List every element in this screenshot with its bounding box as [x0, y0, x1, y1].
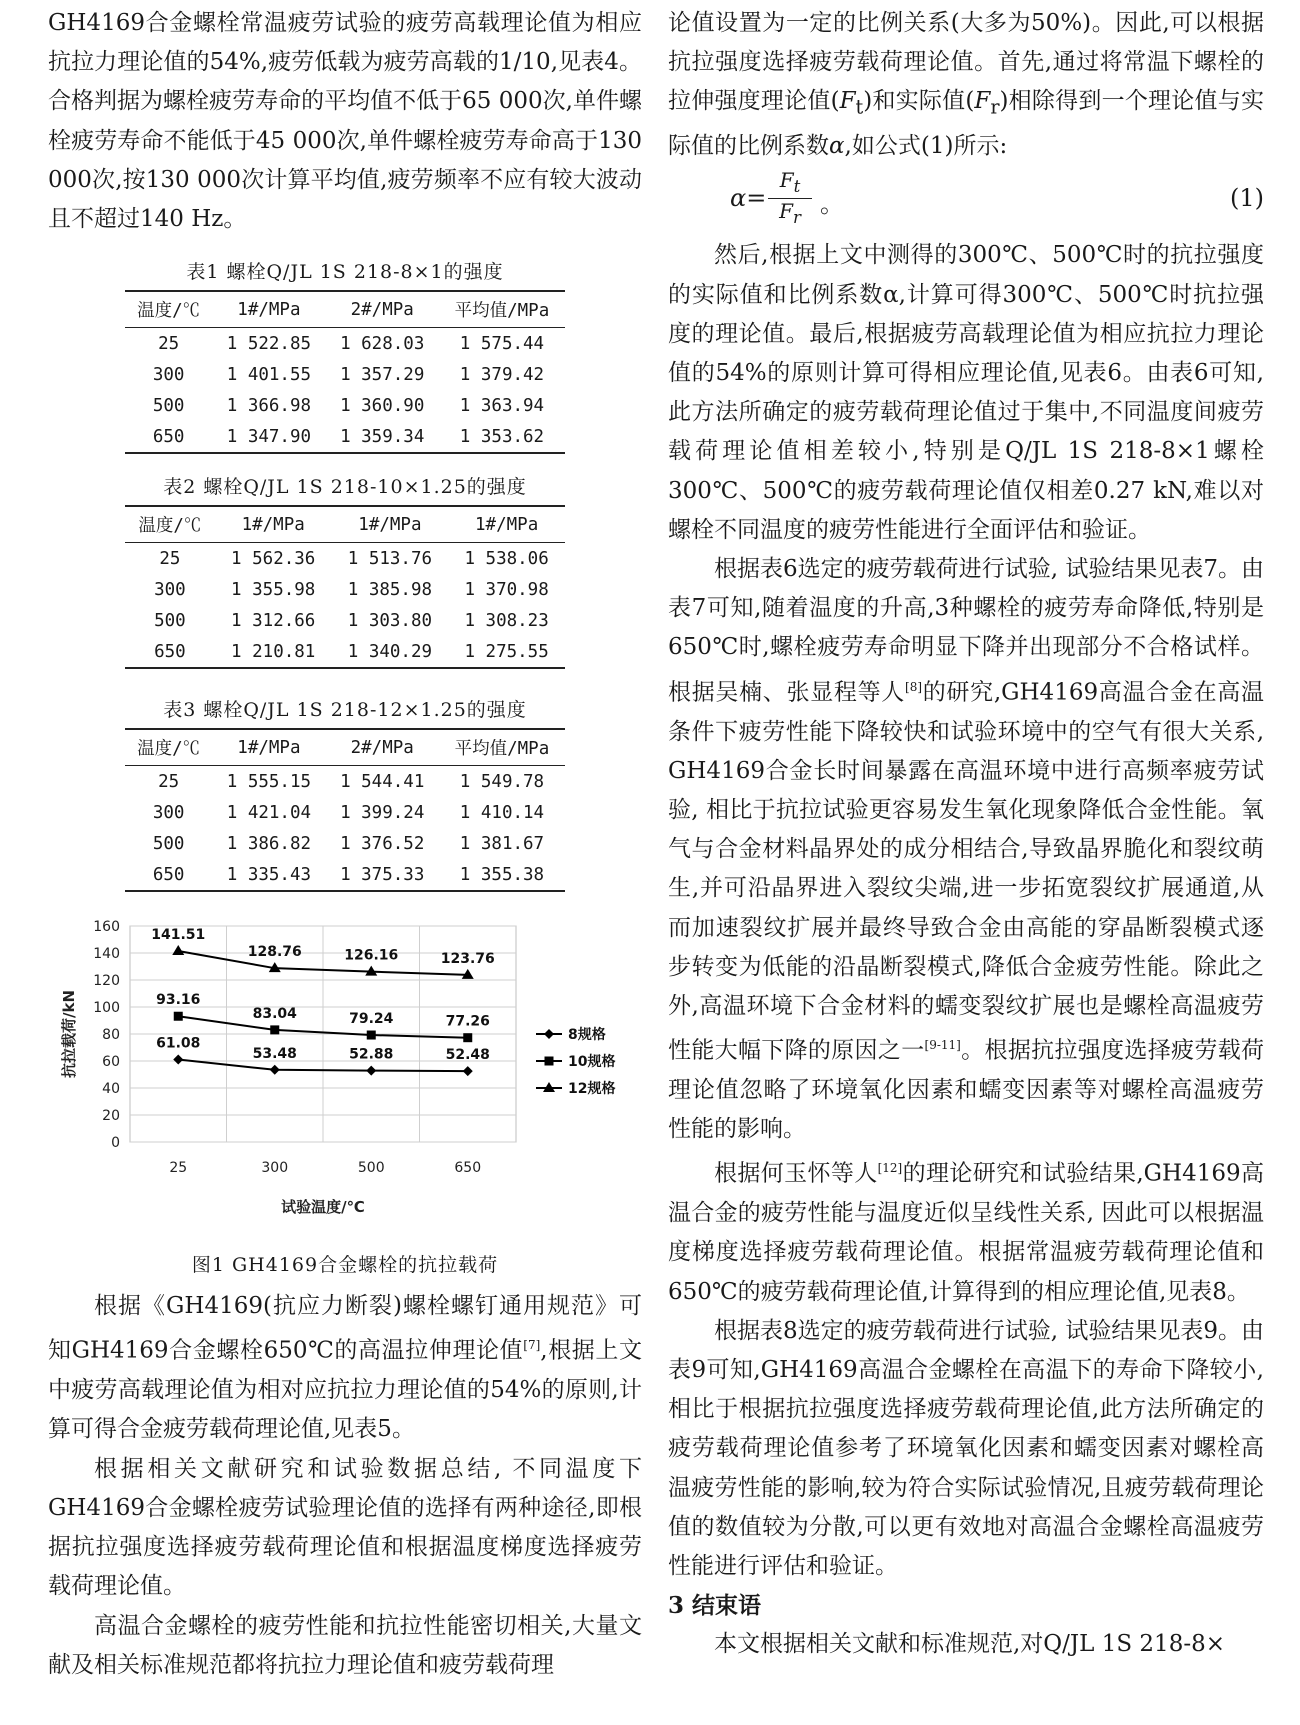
- table-cell: 1 549.78: [459, 771, 545, 792]
- table-cell: 1 357.29: [340, 364, 425, 385]
- table-1-grid: [125, 290, 565, 454]
- table-header: 温度/℃: [125, 291, 212, 328]
- table-cell: 1 385.98: [347, 579, 433, 600]
- data-point: [463, 1033, 472, 1042]
- table-cell: 1 355.98: [231, 579, 316, 600]
- table-2: [48, 472, 642, 669]
- x-tick-label: 25: [169, 1160, 188, 1177]
- data-label: 141.51: [151, 927, 206, 944]
- x-tick-label: 300: [261, 1160, 289, 1177]
- table-cell: 1 538.06: [464, 548, 549, 569]
- x-tick-label: 500: [357, 1160, 385, 1177]
- table-cell: 1 275.55: [448, 636, 565, 668]
- data-label: 53.48: [252, 1046, 297, 1063]
- formula-lhs: α=: [730, 184, 767, 213]
- legend-label: 12规格: [568, 1081, 616, 1098]
- table-1: [48, 257, 642, 454]
- table-cell: 650: [125, 421, 212, 453]
- table-cell: 650: [125, 859, 212, 891]
- paragraph-spec: [48, 1287, 642, 1449]
- paragraph-text: 根据何玉怀等人: [714, 1161, 878, 1188]
- table-cell: 1 562.36: [231, 548, 316, 569]
- y-axis-label: 抗拉载荷/kN: [60, 990, 78, 1079]
- table-cell: 500: [154, 610, 186, 631]
- data-point: [172, 945, 184, 955]
- data-point: [174, 1012, 183, 1021]
- table-cell: 1 386.82: [226, 833, 312, 854]
- symbol-fr: F: [974, 88, 991, 115]
- line-chart: [48, 914, 642, 1244]
- table-3-caption: 表3 螺栓Q/JL 1S 218-12×1.25的强度: [163, 699, 527, 722]
- symbol-sub: r: [990, 96, 1000, 119]
- table-cell: 500: [152, 395, 185, 416]
- table-cell: 650: [125, 636, 215, 668]
- table-cell: 300: [154, 579, 186, 600]
- table-cell: 1 555.15: [226, 771, 312, 792]
- table-cell: 1 522.85: [226, 333, 312, 354]
- data-label: 52.88: [349, 1046, 394, 1063]
- table-header: 1#/MPa: [332, 506, 449, 543]
- paragraph-conclusion-test: 根据表8选定的疲劳载荷进行试验, 试验结果见表9。由表9可知,GH4169高温合金螺栓在高温下的寿命下降较小,相比于根据抗拉强度选择疲劳载荷理论值,此方法所确定的疲劳载荷理论值参考了环境氧化因素和蠕变因素对螺栓高温疲劳性能的影响,较为符合实际试验情况,且疲劳载荷理论值的数值较为分散,可以更有效地对高温合金螺栓高温疲劳性能进行评估和验证。: [668, 1317, 1264, 1580]
- equation-number: (1): [1230, 184, 1264, 213]
- y-tick-label: 160: [93, 919, 120, 936]
- table-cell: 1 355.38: [439, 859, 565, 891]
- table-header: 1#/MPa: [212, 729, 325, 766]
- formula-fraction: [768, 168, 812, 227]
- table-cell: 25: [158, 333, 180, 354]
- table-cell: 1 401.55: [226, 364, 312, 385]
- table-header: 1#/MPa: [215, 506, 332, 543]
- data-label: 61.08: [156, 1035, 201, 1052]
- x-axis-label: 试验温度/℃: [281, 1198, 365, 1217]
- table-row: [125, 328, 565, 360]
- paragraph-calc: 然后,根据上文中测得的300℃、500℃时的抗拉强度的实际值和比例系数α,计算可得300℃、500℃时抗拉强度的理论值。最后,根据疲劳高载理论值为相应抗拉力理论值的54%的原则计算可得相应理论值,见表6。由表6可知,此方法所确定的疲劳载荷理论值过于集中,不同温度间疲劳载荷理论值相差较小,特别是Q/JL 1S 218-8×1螺栓300℃、500℃的疲劳载荷理论值仅相差0.27 kN,难以对螺栓不同温度的疲劳性能进行全面评估和验证。: [668, 242, 1264, 543]
- table-cell: 1 399.24: [340, 802, 425, 823]
- data-point: [463, 1066, 473, 1076]
- citation: [8]: [905, 679, 923, 694]
- y-tick-label: 120: [93, 973, 120, 990]
- symbol-alpha: α: [829, 133, 845, 160]
- paragraph-relation: 高温合金螺栓的疲劳性能和抗拉性能密切相关,大量文献及相关标准规范都将抗拉力理论值和疲劳载荷理: [48, 1612, 642, 1678]
- paragraph-text: 的研究,GH4169高温合金在高温条件下疲劳性能下降较快和试验环境中的空气有很大关系, GH4169合金长时间暴露在高温环境中进行高频率疲劳试验, 相比于抗拉试验更容易发生氧化现象降低合金性能。氧气与合金材料晶界处的成分相结合,导致晶界脆化和裂纹萌生,并可沿晶界进入裂纹尖端,进一步拓宽裂纹扩展通道,从而加速裂纹扩展并最终导致合金由高能的穿晶断裂模式逐步转变为低能的沿晶断裂模式,降低合金疲劳性能。除此之外,高温环境下合金材料的蠕变裂纹扩展也是螺栓高温疲劳性能大幅下降的原因之一: [668, 679, 1265, 1064]
- data-label: 128.76: [247, 944, 302, 961]
- table-cell: 1 312.66: [231, 610, 316, 631]
- table-cell: 25: [159, 548, 181, 569]
- section-heading: 3 结束语: [668, 1592, 762, 1620]
- table-2-caption: 表2 螺栓Q/JL 1S 218-10×1.25的强度: [163, 476, 527, 499]
- data-point: [270, 1026, 279, 1035]
- table-row: [125, 605, 565, 636]
- paragraph-text: ,如公式(1)所示:: [844, 133, 1008, 160]
- data-label: 83.04: [252, 1006, 297, 1023]
- table-cell: 1 363.94: [459, 395, 545, 416]
- paragraph-gradient: [668, 1149, 1264, 1311]
- table-row: [125, 421, 565, 453]
- paragraph-text: 论值设置为一定的比例关系(大多为50%)。因此,可以根据抗拉强度选择疲劳载荷理论值。首先,通过将常温下螺栓的拉伸强度理论值(: [668, 10, 1264, 115]
- table-cell: 1 353.62: [439, 421, 565, 453]
- formula-den-sub: r: [792, 208, 801, 228]
- data-point: [270, 1065, 280, 1075]
- table-header: 温度/℃: [125, 729, 212, 766]
- table-row: [125, 636, 565, 668]
- table-header: 2#/MPa: [326, 729, 439, 766]
- data-point: [366, 1066, 376, 1076]
- table-cell: 1 347.90: [212, 421, 325, 453]
- table-cell: 25: [158, 771, 180, 792]
- paragraph-summary: 本文根据相关文献和标准规范,对Q/JL 1S 218-8×: [714, 1631, 1225, 1658]
- table-cell: 1 303.80: [347, 610, 433, 631]
- formula-num-sub: t: [793, 177, 801, 197]
- legend-marker: [544, 1029, 554, 1039]
- table-row: [125, 859, 565, 891]
- table-3-grid: [125, 728, 565, 892]
- table-row: [125, 543, 565, 575]
- table-cell: 1 628.03: [340, 333, 425, 354]
- table-row: [125, 390, 565, 421]
- table-row: [125, 766, 565, 798]
- paragraph-text: 。根据抗拉强度选择疲劳载荷理论值忽略了环境氧化因素和蠕变因素等对螺栓高温疲劳性能的影响。: [668, 1037, 1265, 1143]
- formula-num-symbol: F: [779, 168, 794, 193]
- paragraph-results: [668, 550, 1264, 1149]
- table-cell: 1 359.34: [326, 421, 439, 453]
- paragraph-ratio: [668, 4, 1264, 166]
- legend-label: 8规格: [568, 1027, 606, 1044]
- table-header: 温度/℃: [125, 506, 215, 543]
- table-cell: 1 375.33: [326, 859, 439, 891]
- symbol-sub: t: [855, 96, 864, 119]
- table-cell: 1 210.81: [215, 636, 332, 668]
- citation: [9-11]: [924, 1038, 961, 1053]
- table-cell: 1 544.41: [340, 771, 425, 792]
- paragraph-methods: 根据相关文献研究和试验数据总结, 不同温度下GH4169合金螺栓疲劳试验理论值的选择有两种途径,即根据抗拉强度选择疲劳载荷理论值和根据温度梯度选择疲劳载荷理论值。: [48, 1455, 642, 1600]
- y-tick-label: 140: [93, 946, 120, 963]
- paragraph-text: )和实际值(: [863, 88, 975, 115]
- data-label: 126.16: [344, 947, 399, 964]
- paragraph-text: ,根据上文中疲劳高载理论值为相对应抗拉力理论值的54%的原则,计算可得合金疲劳载荷理论值,见表5。: [48, 1338, 643, 1443]
- table-cell: 1 340.29: [332, 636, 449, 668]
- table-cell: 1 308.23: [464, 610, 549, 631]
- table-header: 1#/MPa: [448, 506, 565, 543]
- table-cell: 1 513.76: [347, 548, 433, 569]
- table-cell: 1 360.90: [340, 395, 425, 416]
- figure-1-caption: 图1 GH4169合金螺栓的抗拉载荷: [191, 1254, 499, 1277]
- table-cell: 1 575.44: [459, 333, 545, 354]
- table-2-grid: [125, 505, 565, 669]
- table-header: 1#/MPa: [212, 291, 325, 328]
- table-cell: 1 421.04: [226, 802, 312, 823]
- table-row: [125, 574, 565, 605]
- data-point: [173, 1055, 183, 1065]
- table-cell: 1 410.14: [459, 802, 545, 823]
- formula-den-symbol: F: [779, 199, 793, 224]
- data-label: 123.76: [440, 951, 495, 968]
- data-label: 93.16: [156, 992, 201, 1009]
- left-column: [48, 4, 642, 1685]
- table-row: [125, 797, 565, 828]
- table-cell: 300: [152, 364, 185, 385]
- y-tick-label: 100: [93, 1000, 120, 1017]
- data-label: 77.26: [445, 1013, 490, 1030]
- table-cell: 500: [152, 833, 185, 854]
- x-tick-label: 650: [454, 1160, 482, 1177]
- paragraph-text: 根据表6选定的疲劳载荷进行试验, 试验结果见表7。由表7可知,随着温度的升高,3种螺栓的疲劳寿命降低,特别是650℃时,螺栓疲劳寿命明显下降并出现部分不合格试样。根据吴楠、张显程等人: [668, 556, 1264, 706]
- formula-tail: 。: [820, 190, 844, 219]
- formula-1: [668, 166, 1264, 236]
- figure-1-chart: [48, 914, 642, 1244]
- table-1-caption: 表1 螺栓Q/JL 1S 218-8×1的强度: [186, 261, 504, 284]
- table-cell: 1 376.52: [340, 833, 425, 854]
- formula-numerator: [768, 168, 812, 199]
- y-tick-label: 80: [102, 1027, 120, 1044]
- table-header: 2#/MPa: [326, 291, 439, 328]
- table-cell: 1 370.98: [464, 579, 549, 600]
- legend-label: 10规格: [568, 1054, 616, 1071]
- table-row: [125, 828, 565, 859]
- table-header: 平均值/MPa: [439, 291, 565, 328]
- data-label: 79.24: [349, 1011, 394, 1028]
- y-tick-label: 40: [102, 1081, 120, 1098]
- paragraph-intro: GH4169合金螺栓常温疲劳试验的疲劳高载理论值为相应抗拉力理论值的54%,疲劳低载为疲劳高载的1/10,见表4。合格判据为螺栓疲劳寿命的平均值不低于65 000次,单件螺栓疲劳寿命不能低于45 000次,单件螺栓疲劳寿命高于130 000次,按130 000次计算平均值,疲劳频率不应有较大波动且不超过140 Hz。: [48, 10, 642, 233]
- legend-marker: [545, 1057, 554, 1066]
- y-tick-label: 20: [102, 1108, 120, 1125]
- table-row: [125, 359, 565, 390]
- right-column: [668, 4, 1264, 1664]
- data-point: [367, 1031, 376, 1040]
- table-cell: 300: [152, 802, 185, 823]
- table-cell: 1 335.43: [212, 859, 325, 891]
- data-label: 52.48: [445, 1047, 490, 1064]
- symbol-ft: F: [839, 88, 856, 115]
- paragraph-text: )相除得到一个理论值与实际值的比例系数: [668, 88, 1264, 160]
- paragraph-text: 的理论研究和试验结果,GH4169高温合金的疲劳性能与温度近似呈线性关系, 因此可以根据温度梯度选择疲劳载荷理论值。根据常温疲劳载荷理论值和650℃的疲劳载荷理论值,计算得到的相应理论值,见表8。: [668, 1161, 1264, 1305]
- formula-denominator: [768, 199, 812, 227]
- citation: [7]: [523, 1338, 541, 1353]
- table-header: 平均值/MPa: [439, 729, 565, 766]
- table-cell: 1 379.42: [459, 364, 545, 385]
- y-tick-label: 60: [102, 1054, 120, 1071]
- citation: [12]: [877, 1161, 903, 1176]
- table-3: [48, 695, 642, 892]
- table-cell: 1 381.67: [459, 833, 545, 854]
- y-tick-label: 0: [111, 1135, 120, 1152]
- table-cell: 1 366.98: [226, 395, 312, 416]
- paragraph-text: 根据《GH4169(抗应力断裂)螺栓螺钉通用规范》可知GH4169合金螺栓650℃的高温拉伸理论值: [48, 1293, 642, 1365]
